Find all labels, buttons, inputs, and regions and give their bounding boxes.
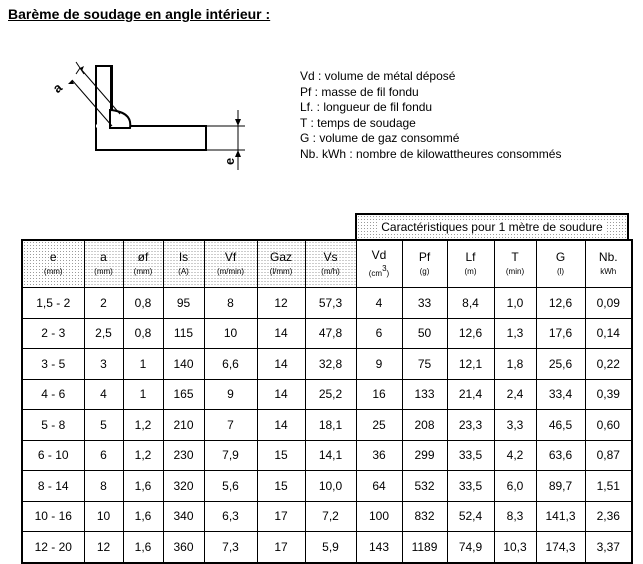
- col-header-kwh: Nb. kWh: [585, 240, 632, 288]
- table-cell: 208: [402, 410, 447, 441]
- table-cell: 14,1: [305, 440, 356, 471]
- table-cell: 8: [84, 471, 123, 502]
- table-cell: 12 - 20: [22, 532, 84, 563]
- col-header-a: a (mm): [84, 240, 123, 288]
- table-cell: 10,0: [305, 471, 356, 502]
- table-cell: 360: [163, 532, 204, 563]
- table-cell: 7,3: [204, 532, 257, 563]
- table-cell: 133: [402, 379, 447, 410]
- table-cell: 3,3: [494, 410, 536, 441]
- table-cell: 0,22: [585, 349, 632, 380]
- table-cell: 6: [356, 318, 402, 349]
- legend-item: Lf. : longueur de fil fondu: [300, 100, 433, 114]
- table-cell: 33,4: [536, 379, 585, 410]
- table-cell: 5,6: [204, 471, 257, 502]
- table-cell: 165: [163, 379, 204, 410]
- table-cell: 14: [257, 379, 305, 410]
- table-cell: 6,6: [204, 349, 257, 380]
- table-cell: 100: [356, 501, 402, 532]
- table-cell: 4: [84, 379, 123, 410]
- table-row: [22, 440, 632, 471]
- table-cell: 17,6: [536, 318, 585, 349]
- table-cell: 33,5: [447, 471, 494, 502]
- table-cell: 5 - 8: [22, 410, 84, 441]
- table-cell: 1,51: [585, 471, 632, 502]
- table-cell: 1: [123, 379, 163, 410]
- table-cell: 1,5 - 2: [22, 288, 84, 319]
- col-header-e: e (mm): [22, 240, 84, 288]
- table-cell: 14: [257, 349, 305, 380]
- table-cell: 50: [402, 318, 447, 349]
- table-cell: 4 - 6: [22, 379, 84, 410]
- table-cell: 1,6: [123, 532, 163, 563]
- weld-joint-diagram: [40, 58, 260, 178]
- table-cell: 174,3: [536, 532, 585, 563]
- table-cell: 9: [204, 379, 257, 410]
- table-cell: 2,4: [494, 379, 536, 410]
- legend-item: Vd : volume de métal déposé: [300, 69, 456, 83]
- table-cell: 6,0: [494, 471, 536, 502]
- col-header-pf: Pf (g): [402, 240, 447, 288]
- table-cell: 14: [257, 318, 305, 349]
- table-cell: 4: [356, 288, 402, 319]
- col-header-is: Is (A): [163, 240, 204, 288]
- table-cell: 7,2: [305, 501, 356, 532]
- col-header-vf: Vf (m/min): [204, 240, 257, 288]
- table-cell: 17: [257, 501, 305, 532]
- table-cell: 18,1: [305, 410, 356, 441]
- dim-label-e: e: [222, 157, 237, 165]
- table-cell: 0,60: [585, 410, 632, 441]
- table-cell: 832: [402, 501, 447, 532]
- table-cell: 8,4: [447, 288, 494, 319]
- table-cell: 1,2: [123, 410, 163, 441]
- table-cell: 23,3: [447, 410, 494, 441]
- table-cell: 2 - 3: [22, 318, 84, 349]
- table-cell: 52,4: [447, 501, 494, 532]
- table-cell: 0,39: [585, 379, 632, 410]
- table-cell: 75: [402, 349, 447, 380]
- table-cell: 46,5: [536, 410, 585, 441]
- table-cell: 33: [402, 288, 447, 319]
- horizontal-plate: [96, 126, 206, 150]
- table-cell: 8: [204, 288, 257, 319]
- group-header-label: Caractéristiques pour 1 mètre de soudure: [381, 220, 603, 234]
- table-row: [22, 501, 632, 532]
- col-header-vd: Vd $(cm^3)$: [356, 240, 402, 288]
- table-cell: 33,5: [447, 440, 494, 471]
- table-cell: 7: [204, 410, 257, 441]
- table-cell: 10: [204, 318, 257, 349]
- table-cell: 14: [257, 410, 305, 441]
- table-cell: 12: [84, 532, 123, 563]
- col-header-g: G (l): [536, 240, 585, 288]
- col-header-vs: Vs (m/h): [305, 240, 356, 288]
- table-cell: 95: [163, 288, 204, 319]
- legend-item: Nb. kWh : nombre de kilowattheures consommés: [300, 146, 562, 161]
- table-cell: 1,8: [494, 349, 536, 380]
- weld-bead: [110, 110, 130, 128]
- table-cell: 25,6: [536, 349, 585, 380]
- table-cell: 0,8: [123, 288, 163, 319]
- table-cell: 63,6: [536, 440, 585, 471]
- table-cell: 25,2: [305, 379, 356, 410]
- table-cell: 140: [163, 349, 204, 380]
- legend: [300, 69, 561, 162]
- table-cell: 6 - 10: [22, 440, 84, 471]
- table-cell: 1189: [402, 532, 447, 563]
- table-cell: 3: [84, 349, 123, 380]
- dim-label-a: a: [49, 79, 65, 96]
- col-header-t: T (min): [494, 240, 536, 288]
- col-header-wire-diameter: øf (mm): [123, 240, 163, 288]
- table-cell: 143: [356, 532, 402, 563]
- table-cell: 340: [163, 501, 204, 532]
- table-cell: 0,09: [585, 288, 632, 319]
- legend-item: T : temps de soudage: [300, 115, 416, 130]
- table-cell: 8,3: [494, 501, 536, 532]
- table-cell: 532: [402, 471, 447, 502]
- table-cell: 1,0: [494, 288, 536, 319]
- table-row: [22, 318, 632, 349]
- table-cell: 1,6: [123, 471, 163, 502]
- table-cell: 1,2: [123, 440, 163, 471]
- table-cell: 115: [163, 318, 204, 349]
- table-row: [22, 349, 632, 380]
- table-cell: 1: [123, 349, 163, 380]
- table-cell: 89,7: [536, 471, 585, 502]
- table-cell: 47,8: [305, 318, 356, 349]
- table-cell: 299: [402, 440, 447, 471]
- table-cell: 4,2: [494, 440, 536, 471]
- table-cell: 8 - 14: [22, 471, 84, 502]
- table-cell: 21,4: [447, 379, 494, 410]
- table-row: [22, 532, 632, 563]
- table-cell: 12: [257, 288, 305, 319]
- table-cell: 6: [84, 440, 123, 471]
- table-cell: 2,5: [84, 318, 123, 349]
- table-cell: 320: [163, 471, 204, 502]
- table-cell: 0,8: [123, 318, 163, 349]
- page-title: Barème de soudage en angle intérieur :: [8, 6, 271, 22]
- col-header-lf: Lf (m): [447, 240, 494, 288]
- table-cell: 3,37: [585, 532, 632, 563]
- table-cell: 15: [257, 440, 305, 471]
- table-cell: 141,3: [536, 501, 585, 532]
- header-row: [22, 240, 632, 288]
- table-cell: 64: [356, 471, 402, 502]
- table-row: [22, 410, 632, 441]
- table-row: [22, 379, 632, 410]
- col-header-gaz: Gaz (l/mm): [257, 240, 305, 288]
- table-cell: 3 - 5: [22, 349, 84, 380]
- table-cell: 2,36: [585, 501, 632, 532]
- table-cell: 32,8: [305, 349, 356, 380]
- table-cell: 12,6: [447, 318, 494, 349]
- table-cell: 74,9: [447, 532, 494, 563]
- table-cell: 57,3: [305, 288, 356, 319]
- table-cell: 5: [84, 410, 123, 441]
- table-cell: 16: [356, 379, 402, 410]
- table-cell: 10,3: [494, 532, 536, 563]
- legend-item: G : volume de gaz consommé: [300, 131, 460, 145]
- table-cell: 1,6: [123, 501, 163, 532]
- table-cell: 15: [257, 471, 305, 502]
- table-cell: 210: [163, 410, 204, 441]
- table-cell: 10 - 16: [22, 501, 84, 532]
- table-cell: 25: [356, 410, 402, 441]
- table-cell: 0,14: [585, 318, 632, 349]
- legend-item: Pf : masse de fil fondu: [300, 84, 419, 99]
- table-row: [22, 471, 632, 502]
- table-cell: 9: [356, 349, 402, 380]
- table-cell: 17: [257, 532, 305, 563]
- table-cell: 10: [84, 501, 123, 532]
- table-cell: 2: [84, 288, 123, 319]
- table-cell: 7,9: [204, 440, 257, 471]
- table-cell: 6,3: [204, 501, 257, 532]
- table-cell: 12,6: [536, 288, 585, 319]
- table-cell: 230: [163, 440, 204, 471]
- table-cell: 1,3: [494, 318, 536, 349]
- table-cell: 36: [356, 440, 402, 471]
- group-header: [355, 213, 629, 239]
- table-cell: 12,1: [447, 349, 494, 380]
- welding-table: [21, 239, 633, 564]
- table-cell: 5,9: [305, 532, 356, 563]
- table-cell: 0,87: [585, 440, 632, 471]
- table-row: [22, 288, 632, 319]
